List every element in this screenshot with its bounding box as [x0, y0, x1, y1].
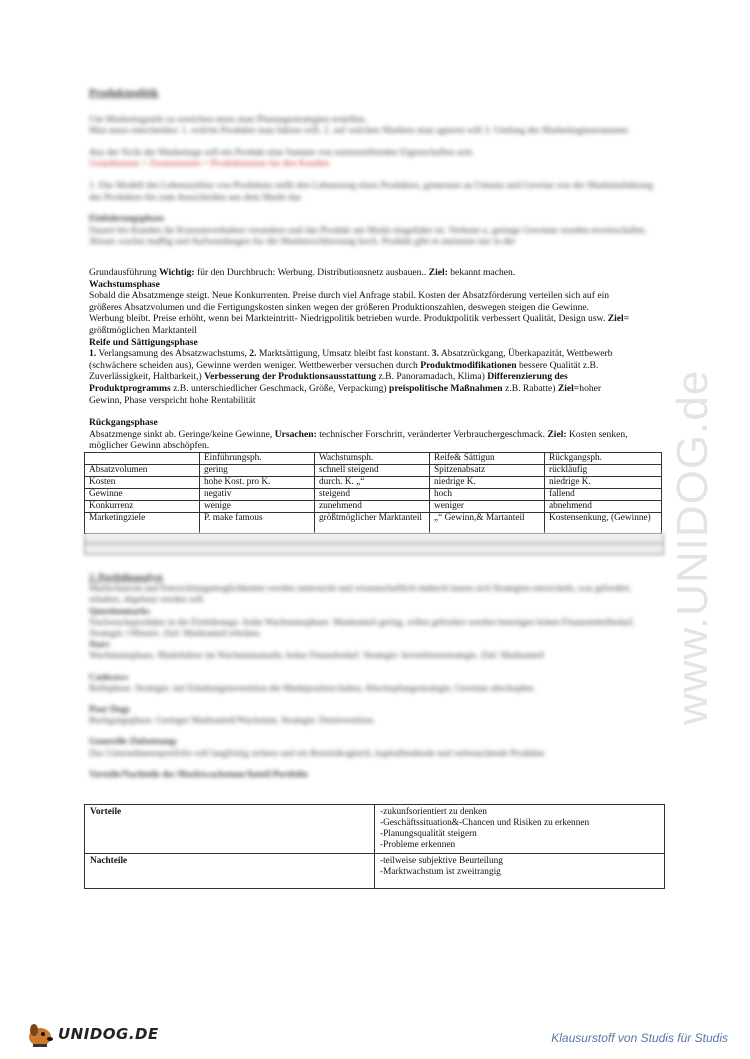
stars-heading: Stars: [89, 640, 110, 651]
list-item: -Probleme erkennen: [380, 840, 456, 850]
table-cell: durch. K. „“: [315, 477, 430, 489]
growth-text-1: Sobald die Absatzmenge steigt. Neue Konkurrenten. Preise durch viel Anfrage stabil. Kosten der Absatzförderung verteilen sich auf ein: [89, 290, 610, 302]
blurred-top-section: [89, 88, 659, 248]
table-cell: gering: [200, 465, 315, 477]
table-header-cell: Rückgangsph.: [545, 453, 662, 465]
maturity-heading: Reife und Sättigungsphase: [89, 336, 198, 348]
questionmarks-text: Nachwuchsprodukte in der Einfuhrungs- fruhe Wachstumsphase. Marktanteil gering, sollen gefordert werden benotigen hohen Finanzmittelbedarf. Strategie: Offensiv. Ziel: Marktanteil erhohen.: [89, 617, 635, 640]
table-cell: hohe Kost. pro K.: [200, 477, 315, 489]
table-row: [85, 805, 665, 854]
table-row: [85, 477, 662, 489]
intro-phase-end: Grundausführung Wichtig: für den Durchbruch: Werbung. Distributionsnetz ausbauen.. Ziel: bekannt machen.: [89, 267, 516, 278]
growth-text-2: größeres Absatzvolumen und die Fertigungskosten sinken wegen der größeren Produktionszahlen, deswegen steigen die Gewinne.: [89, 301, 590, 313]
questionmarks-heading: Questionmarks: [89, 606, 150, 617]
portfolio-heading: 2. Portfolioanalyse: [89, 573, 163, 583]
table-cell: zunehmend: [315, 501, 430, 513]
table-cell: rückläufig: [545, 465, 662, 477]
intro-text-1: Um Marketingziele zu erreichen muss man Planungsstrategien erstellen. Man muss entscheiden: 1. welche Produkte man fuhren will. 2. auf welchen Markten man agieren will 3. Umfang der Marketinginstrumente.: [89, 113, 630, 137]
blurred-table-rows: [84, 533, 664, 555]
clear-text-section: [89, 267, 664, 452]
vorteile-list: [375, 805, 665, 854]
dog-icon: [25, 1019, 55, 1049]
decline-text-2: möglicher Gewinn abschöpfen.: [89, 440, 210, 452]
table-cell: Kosten: [85, 477, 200, 489]
table-cell: weniger: [430, 501, 545, 513]
table-cell: steigend: [315, 489, 430, 501]
section-lifecycle: 1. Das Modell des Lebenszyklus von Produkten stellt den Lebensweg eines Produktes, gemessen an Umsatz und Gewinn von der Markteinfuhrung des Produktes bis zum Ausscheiden aus dem Markt dar.: [89, 179, 654, 203]
stars-text: Wachstumsphase, Marktfuhrer im Wachstumsmarkt, hoher Finanzbedarf. Strategie: Investitionsstrategie. Ziel: Marktanteil: [89, 651, 545, 662]
table-cell: Marketingziele: [85, 513, 200, 534]
table-cell: Spitzenabsatz: [430, 465, 545, 477]
growth-text-3: Werbung bleibt. Preise erhöht, wenn bei Markteintritt- Niedrigpolitik betrieben wurde. Produktpolitik verbessert Qualität, Design usw. Ziel=: [89, 313, 630, 325]
poordogs-heading: Poor Dogs: [89, 705, 130, 716]
table-cell: schnell steigend: [315, 465, 430, 477]
table-row: [85, 501, 662, 513]
list-item: -Geschäftssituation&-Chancen und Risiken zu erkennen: [380, 818, 590, 828]
table-cell: niedrige K.: [430, 477, 545, 489]
poordogs-text: Ruckgangsphase. Geringer Marktanteil/Wachstum, Strategie: Desinvestition.: [89, 716, 376, 727]
goal-heading: Generelle Zielsetzung:: [89, 737, 178, 748]
table-header-row: [85, 453, 662, 465]
table-row: [85, 854, 665, 889]
table-cell: negativ: [200, 489, 315, 501]
table-header-cell: [85, 453, 200, 465]
intro-text-2: Aus der Sicht der Marketings soll ein Produkt eine Summe von nutzenstiftenden Eigenschaften sein Grundnutzen + Zusatznutzen = Produktnutzen fur den Kunden: [89, 146, 473, 170]
list-item: -Marktwachstum ist zweitrangig: [380, 867, 501, 877]
goal-text: Das Unternehmensportfolio soll langfristig sichern und ein Restrisikogleich, kapitalbindende und verbrauchende Produkte.: [89, 748, 547, 759]
table-cell: niedrige K.: [545, 477, 662, 489]
blurred-lower-section: [89, 573, 659, 781]
table-cell: „“ Gewinn,& Martanteil: [430, 513, 545, 534]
pv-heading: Vorteile/Nachteile des Marktwachstum/Anteil Portfolio: [89, 769, 308, 780]
table-cell: hoch: [430, 489, 545, 501]
table-row: [85, 513, 662, 534]
table-header-cell: Wachstumsph.: [315, 453, 430, 465]
logo-text: UNIDOG.DE: [58, 1025, 159, 1043]
table-cell: Gewinne: [85, 489, 200, 501]
table-cell: Absatzvolumen: [85, 465, 200, 477]
intro-phase: Einfuhrungsphase Dauert bis Kunden ihr Konsumverhalten verandern und das Produkt am Markt eingefuhrt ist. Verluste u. geringe Gewinne wurden erwirtschaftet, Absatz wachst maBig und Aufwendungen fur die Markterschliessung hoch. Produkt gibt es meistens nur in der: [89, 213, 647, 248]
nachteile-label: Nachteile: [85, 854, 375, 889]
portfolio-text: Marktchancen und Entwicklungsmoglichkeiten werden untersucht und wissenschaftlich dadurch lassen sich Strategien entwickeln, was gefordert, erhalten, abgebaut werden soll.: [89, 584, 632, 606]
growth-text-4: größtmöglichen Marktanteil: [89, 324, 197, 336]
page-title: Produktpolitik: [89, 87, 159, 99]
cashcows-text: Reifephase. Strategie: mit Erhaltungsinvestition die Marktposition halten, Abschopfungsstrategie, Gewinne abschopfen.: [89, 683, 536, 694]
decline-text-1: Absatzmenge sinkt ab. Geringe/keine Gewinne, Ursachen: technischer Forschritt, veränderter Verbrauchergeschmack. Ziel: Kosten senken,: [89, 428, 628, 440]
maturity-text-4: Produktprogramms z.B. unterschiedlicher Geschmack, Größe, Verpackung) preispolitische Maßnahmen z.B. Rabatte) Ziel=hoher: [89, 382, 602, 394]
table-cell: größtmöglicher Marktanteil: [315, 513, 430, 534]
table-cell: wenige: [200, 501, 315, 513]
table-cell: P. make famous: [200, 513, 315, 534]
cashcows-heading: Cashcows: [89, 672, 129, 683]
maturity-text-2: (schwächere scheiden aus), Gewinne werden weniger. Wettbewerber versuchen durch Produktmodifikationen bessere Qualität z.B.: [89, 359, 599, 371]
growth-heading: Wachstumsphase: [89, 278, 160, 290]
unidog-logo: [25, 1019, 159, 1049]
table-cell: Konkurrenz: [85, 501, 200, 513]
maturity-text-1: 1. Verlangsamung des Absatzwachstums, 2. Marktsättigung, Umsatz bleibt fast konstant. 3. Absatzrückgang, Überkapazität, Wettbewerb: [89, 348, 613, 360]
maturity-text-3: Zuverlässigkeit, Haltbarkeit,) Verbesserung der Produktionsausstattung z.B. Panoramadach, Klima) Differenzierung des: [89, 371, 568, 383]
table-header-cell: Einführungsph.: [200, 453, 315, 465]
table-row: [85, 465, 662, 477]
table-cell: fallend: [545, 489, 662, 501]
watermark-text: www.UNIDOG.de: [668, 369, 717, 725]
table-cell: Kostensenkung, (Gewinne): [545, 513, 662, 534]
footer-tagline: Klausurstoff von Studis für Studis: [551, 1031, 728, 1045]
maturity-text-5: Gewinn, Phase verspricht hohe Rentabilität: [89, 394, 256, 406]
nachteile-list: [375, 854, 665, 889]
pros-cons-table: [84, 804, 665, 889]
table-header-cell: Reife& Sättigun: [430, 453, 545, 465]
vorteile-label: Vorteile: [85, 805, 375, 854]
list-item: -Planungsqualität steigern: [380, 829, 477, 839]
list-item: -teilweise subjektive Beurteilung: [380, 856, 503, 866]
list-item: -zukunfsorientiert zu denken: [380, 807, 487, 817]
table-row: [85, 489, 662, 501]
decline-heading: Rückgangsphase: [89, 417, 158, 429]
phase-table: [84, 452, 662, 534]
table-cell: abnehmend: [545, 501, 662, 513]
